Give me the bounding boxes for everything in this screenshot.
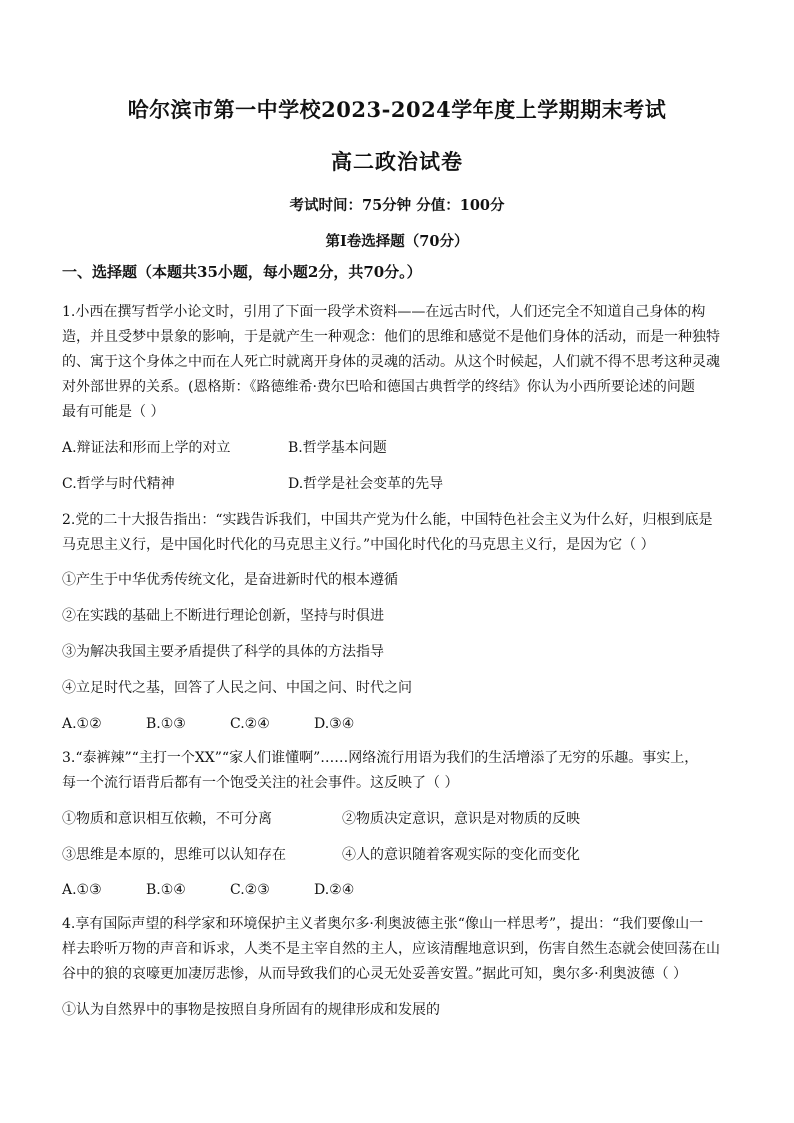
section-heading: 一、选择题（本题共35小题，每小题2分，共70分。） [62, 263, 422, 281]
q1-line: 对外部世界的关系。(恩格斯：《路德维希·费尔巴哈和德国古典哲学的终结》你认为小西所要论述的问题 [62, 379, 695, 395]
q2-option-d: D.③④ [314, 716, 355, 732]
q3-option-b: B.①④ [146, 882, 186, 898]
q3-item: ①物质和意识相互依赖，不可分离 [62, 811, 272, 827]
q2-option-b: B.①③ [146, 716, 186, 732]
exam-info: 考试时间：75分钟 分值：100分 [289, 197, 505, 214]
q3-item: ②物质决定意识，意识是对物质的反映 [342, 811, 580, 827]
school-title: 哈尔滨市第一中学校2023-2024学年度上学期期末考试 [127, 97, 667, 122]
q1-line: 最有可能是（ ） [62, 404, 165, 420]
q2-option-c: C.②④ [230, 716, 270, 732]
q4-line: 4.享有国际声望的科学家和环境保护主义者奥尔多·利奥波德主张“像山一样思考”，提出：“我们要像山一 [62, 916, 704, 932]
q3-item: ④人的意识随着客观实际的变化而变化 [342, 847, 580, 863]
q4-item: ①认为自然界中的事物是按照自身所固有的规律形成和发展的 [62, 1002, 440, 1018]
q3-item: ③思维是本原的，思维可以认知存在 [62, 847, 286, 863]
q3-option-c: C.②③ [230, 882, 270, 898]
q2-line: 马克思主义行，是中国化时代化的马克思主义行。”中国化时代化的马克思主义行，是因为它（ ） [62, 537, 655, 553]
q2-item: ③为解决我国主要矛盾提供了科学的具体的方法指导 [62, 644, 384, 660]
q1-line: 的、寓于这个身体之中而在人死亡时就离开身体的灵魂的活动。从这个时候起，人们就不得不思考这种灵魂 [62, 354, 720, 370]
q1-option-b: B.哲学基本问题 [288, 440, 387, 456]
q2-item: ④立足时代之基，回答了人民之问、中国之问、时代之问 [62, 680, 412, 696]
q1-option-a: A.辩证法和形而上学的对立 [62, 440, 231, 456]
q4-line: 谷中的狼的哀嚎更加凄厉悲惨，从而导致我们的心灵无处妥善安置。”据此可知，奥尔多·利奥波德（ ） [62, 966, 688, 982]
q1-option-c: C.哲学与时代精神 [62, 476, 175, 492]
q3-option-d: D.②④ [314, 882, 355, 898]
q3-line: 3.“泰裤辣”“主打一个XX”“家人们谁懂啊”……网络流行用语为我们的生活增添了无穷的乐趣。事实上， [62, 750, 699, 766]
q3-option-a: A.①③ [62, 882, 102, 898]
q1-line: 造，并且受梦中景象的影响，于是就产生一种观念：他们的思维和感觉不是他们身体的活动，而是一种独特 [62, 329, 720, 345]
q1-option-d: D.哲学是社会变革的先导 [288, 476, 444, 492]
paper-title: 高二政治试卷 [331, 149, 463, 174]
q2-option-a: A.①② [62, 716, 102, 732]
q2-item: ①产生于中华优秀传统文化，是奋进新时代的根本遵循 [62, 572, 398, 588]
q4-line: 样去聆听万物的声音和诉求，人类不是主宰自然的主人，应该清醒地意识到，伤害自然生态就会使回荡在山 [62, 941, 720, 957]
part-title: 第I卷选择题（70分） [325, 233, 469, 250]
q2-item: ②在实践的基础上不断进行理论创新，坚持与时俱进 [62, 608, 384, 624]
q2-line: 2.党的二十大报告指出：“实践告诉我们，中国共产党为什么能，中国特色社会主义为什么好，归根到底是 [62, 512, 713, 528]
q3-line: 每一个流行语背后都有一个饱受关注的社会事件。这反映了（ ） [62, 775, 459, 791]
q1-line: 1.小西在撰写哲学小论文时，引用了下面一段学术资料——在远古时代，人们还完全不知道自己身体的构 [62, 304, 706, 320]
